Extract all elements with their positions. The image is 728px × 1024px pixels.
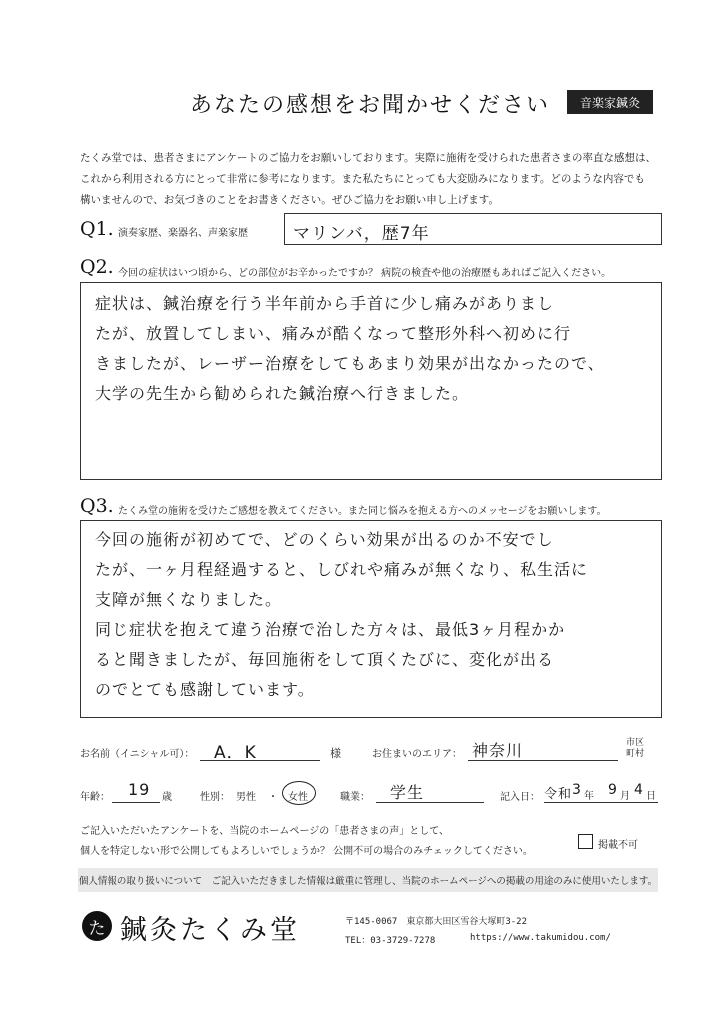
- no-publish-checkbox[interactable]: [578, 834, 593, 849]
- q2-label: Q2.: [80, 256, 114, 278]
- privacy-notice: 個人情報の取り扱いについて ご記入いただきました情報は厳重に管理し、当院のホームページへの掲載の用途のみに使用いたします。: [78, 868, 658, 892]
- area-field[interactable]: [468, 738, 618, 761]
- q1-answer: マリンバ，歴7年: [293, 224, 430, 244]
- job-label: 職業：: [340, 792, 370, 803]
- gender-female[interactable]: 女性: [288, 792, 308, 803]
- job-value: 学生: [390, 783, 425, 802]
- q2-answer: [95, 289, 605, 409]
- area-suffix-city: 市区: [626, 738, 645, 748]
- q3-answer-line: ると聞きましたが、毎回施術をして頂くたびに、変化が出る: [95, 650, 555, 669]
- name-label: お名前（イニシャル可）：: [80, 749, 195, 760]
- consent-line: 個人を特定しない形で公開してもよろしいでしょうか？ 公開不可の場合のみチェックしてください。: [80, 846, 533, 857]
- q3-label: Q3.: [80, 495, 114, 517]
- gender-label: 性別：: [200, 792, 230, 803]
- age-unit: 歳: [162, 792, 172, 803]
- date-era: 令和: [544, 787, 573, 802]
- q3-answer-line: 今回の施術が初めてで、どのくらい効果が出るのか不安でし: [95, 530, 554, 549]
- category-tag: 音楽家鍼灸: [567, 90, 653, 114]
- clinic-tel: TEL：03-3729-7278: [345, 936, 436, 946]
- gender-male[interactable]: 男性: [236, 792, 256, 803]
- clinic-url[interactable]: https://www.takumidou.com/: [470, 933, 611, 943]
- q2-answer-box[interactable]: [80, 282, 662, 480]
- q3-answer-box[interactable]: [80, 520, 662, 718]
- q3-answer-line: 支障が無くなりました。: [95, 590, 283, 609]
- q3-answer-line: たが、一ヶ月程経過すると、しびれや痛みが無くなり、私生活に: [95, 560, 589, 579]
- date-day-unit: 日: [646, 791, 656, 802]
- age-field[interactable]: [112, 780, 160, 803]
- intro-text: [80, 148, 660, 211]
- q2-answer-line: 大学の先生から勧められた鍼治療へ行きました。: [95, 384, 470, 403]
- date-label: 記入日：: [500, 792, 540, 803]
- intro-line: これから利用される方にとって非常に参考になります。また私たちにとっても大変励みになります。どのような内容でも: [80, 173, 645, 185]
- date-day: 4: [634, 782, 644, 798]
- q1-subtitle: 演奏家歴、楽器名、声楽家歴: [118, 228, 248, 239]
- q3-answer-line: 同じ症状を抱えて違う治療で治した方々は、最低3ヶ月程かか: [95, 620, 566, 639]
- gender-selected-circle: [282, 781, 316, 805]
- q2-answer-line: きましたが、レーザー治療をしてもあまり効果が出なかったので、: [95, 354, 605, 373]
- job-field[interactable]: [376, 780, 484, 803]
- gender-separator: ・: [268, 792, 278, 803]
- q2-subtitle: 今回の症状はいつ頃から、どの部位がお辛かったですか？ 病院の検査や他の治療歴もあればご記入ください。: [118, 268, 612, 279]
- q3-answer-line: のでとても感謝しています。: [95, 680, 315, 699]
- area-suffix: [626, 738, 644, 760]
- age-value: 19: [128, 780, 151, 799]
- consent-line: ご記入いただいたアンケートを、当院のホームページの「患者さまの声」として、: [80, 826, 449, 837]
- date-year-unit: 年: [584, 791, 594, 802]
- q3-answer: [95, 525, 588, 705]
- date-month: 9: [608, 782, 618, 798]
- date-field[interactable]: [544, 780, 658, 803]
- name-value: A．K: [214, 743, 257, 763]
- area-value: 神奈川: [472, 741, 524, 760]
- area-label: お住まいのエリア：: [372, 749, 462, 760]
- date-year: 3: [572, 782, 582, 798]
- intro-line: 構いませんので、お気づきのことをお書きください。ぜひご協力をお願い申し上げます。: [80, 194, 499, 206]
- clinic-logo-icon: た: [82, 911, 112, 941]
- q1-label: Q1.: [80, 218, 114, 240]
- q2-answer-line: たが、放置してしまい、痛みが酷くなって整形外科へ初めに行: [95, 324, 572, 343]
- clinic-name: 鍼灸たくみ堂: [120, 915, 300, 946]
- q2-answer-line: 症状は、鍼治療を行う半年前から手首に少し痛みがありまし: [95, 294, 555, 313]
- date-month-unit: 月: [620, 791, 630, 802]
- age-label: 年齢：: [80, 792, 110, 803]
- area-suffix-town: 町村: [626, 749, 645, 759]
- consent-text: [80, 822, 533, 862]
- q1-answer-box[interactable]: [284, 213, 662, 245]
- sama-label: 様: [330, 747, 341, 760]
- q3-subtitle: たくみ堂の施術を受けたご感想を教えてください。また同じ悩みを抱える方へのメッセージをお願いします。: [118, 506, 607, 517]
- no-publish-label: 掲載不可: [598, 840, 638, 851]
- name-field[interactable]: [200, 738, 320, 761]
- clinic-address: 〒145-0067 東京都大田区雪谷大塚町3-22: [345, 917, 528, 927]
- intro-line: たくみ堂では、患者さまにアンケートのご協力をお願いしております。実際に施術を受けられた患者さまの率直な感想は、: [80, 152, 657, 164]
- page-title: あなたの感想をお聞かせください: [190, 93, 551, 118]
